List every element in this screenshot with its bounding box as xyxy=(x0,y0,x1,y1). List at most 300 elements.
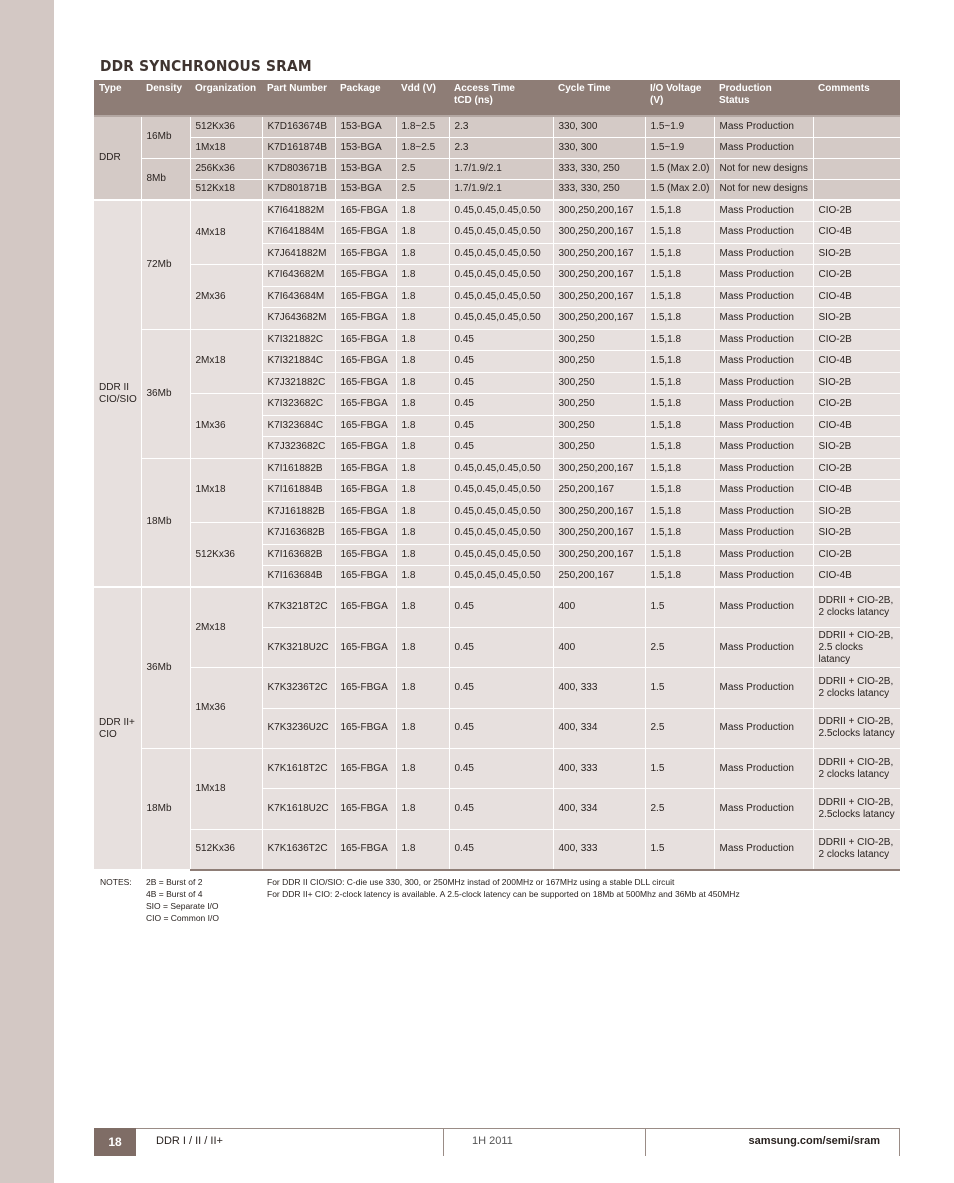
cell-part: K7K1636T2C xyxy=(262,829,335,869)
cell-io: 1.5,1.8 xyxy=(645,243,714,265)
cell-part: K7K3236T2C xyxy=(262,668,335,708)
cell-pkg: 165-FBGA xyxy=(335,351,396,373)
table-row xyxy=(94,329,900,351)
cell-comments: CIO-2B xyxy=(813,394,900,416)
cell-pkg: 153-BGA xyxy=(335,116,396,137)
cell-part: K7J161882B xyxy=(262,501,335,523)
cell-status: Not for new designs xyxy=(714,179,813,200)
cell-vdd: 1.8 xyxy=(396,372,449,394)
column-header-type: Type xyxy=(94,80,141,116)
cell-cycle: 300,250,200,167 xyxy=(553,501,645,523)
cell-status: Mass Production xyxy=(714,415,813,437)
cell-pkg: 165-FBGA xyxy=(335,544,396,566)
cell-comments: CIO-4B xyxy=(813,351,900,373)
cell-access: 0.45 xyxy=(449,329,553,351)
cell-access: 0.45 xyxy=(449,668,553,708)
cell-cycle: 300,250 xyxy=(553,394,645,416)
cell-access: 0.45 xyxy=(449,415,553,437)
cell-io: 2.5 xyxy=(645,789,714,829)
cell-density: 36Mb xyxy=(141,329,190,458)
cell-access: 0.45 xyxy=(449,627,553,667)
footer xyxy=(94,1128,900,1156)
cell-access: 0.45,0.45,0.45,0.50 xyxy=(449,265,553,287)
cell-access: 0.45,0.45,0.45,0.50 xyxy=(449,566,553,588)
cell-access: 0.45,0.45,0.45,0.50 xyxy=(449,480,553,502)
cell-io: 1.5,1.8 xyxy=(645,265,714,287)
cell-vdd: 1.8 xyxy=(396,829,449,869)
cell-vdd: 1.8 xyxy=(396,329,449,351)
cell-org: 1Mx36 xyxy=(190,394,262,459)
cell-vdd: 1.8 xyxy=(396,544,449,566)
cell-io: 1.5,1.8 xyxy=(645,329,714,351)
cell-cycle: 300,250,200,167 xyxy=(553,458,645,480)
cell-part: K7J643682M xyxy=(262,308,335,330)
cell-status: Mass Production xyxy=(714,222,813,244)
cell-vdd: 1.8 xyxy=(396,437,449,459)
cell-pkg: 165-FBGA xyxy=(335,523,396,545)
cell-cycle: 300,250,200,167 xyxy=(553,544,645,566)
side-band xyxy=(0,0,54,1183)
footer-url[interactable]: samsung.com/semi/sram xyxy=(748,1135,880,1147)
cell-pkg: 165-FBGA xyxy=(335,308,396,330)
cell-cycle: 300,250,200,167 xyxy=(553,308,645,330)
cell-org: 4Mx18 xyxy=(190,200,262,265)
cell-io: 1.5 xyxy=(645,668,714,708)
table-row xyxy=(94,137,900,158)
cell-access: 0.45 xyxy=(449,394,553,416)
cell-io: 2.5 xyxy=(645,708,714,748)
cell-cycle: 250,200,167 xyxy=(553,480,645,502)
cell-part: K7D801871B xyxy=(262,179,335,200)
cell-access: 2.3 xyxy=(449,137,553,158)
cell-pkg: 165-FBGA xyxy=(335,587,396,627)
cell-status: Not for new designs xyxy=(714,158,813,179)
cell-cycle: 300,250 xyxy=(553,351,645,373)
cell-access: 0.45 xyxy=(449,437,553,459)
cell-io: 1.5 (Max 2.0) xyxy=(645,179,714,200)
cell-cycle: 300,250,200,167 xyxy=(553,265,645,287)
cell-status: Mass Production xyxy=(714,668,813,708)
cell-status: Mass Production xyxy=(714,137,813,158)
note-abbr: SIO = Separate I/O xyxy=(146,901,219,911)
cell-vdd: 1.8 xyxy=(396,265,449,287)
cell-org: 512Kx36 xyxy=(190,523,262,588)
footer-divider xyxy=(443,1128,444,1156)
cell-cycle: 300,250,200,167 xyxy=(553,286,645,308)
cell-part: K7I321884C xyxy=(262,351,335,373)
cell-status: Mass Production xyxy=(714,501,813,523)
cell-comments: DDRII + CIO-2B, 2 clocks latancy xyxy=(813,668,900,708)
cell-type: DDR II+ CIO xyxy=(94,587,141,870)
cell-cycle: 330, 300 xyxy=(553,137,645,158)
column-header-vdd: Vdd (V) xyxy=(396,80,449,116)
cell-status: Mass Production xyxy=(714,329,813,351)
cell-access: 0.45,0.45,0.45,0.50 xyxy=(449,523,553,545)
cell-access: 0.45,0.45,0.45,0.50 xyxy=(449,286,553,308)
cell-vdd: 1.8 xyxy=(396,523,449,545)
cell-density: 16Mb xyxy=(141,116,190,158)
table-body xyxy=(94,116,900,870)
cell-comments: SIO-2B xyxy=(813,243,900,265)
cell-cycle: 300,250,200,167 xyxy=(553,243,645,265)
cell-part: K7I163684B xyxy=(262,566,335,588)
note-remark: For DDR II+ CIO: 2-clock latency is available. A 2.5-clock latency can be supported on 18Mb at 500Mhz and 36Mb at 450MHz xyxy=(267,889,740,899)
cell-part: K7I163682B xyxy=(262,544,335,566)
cell-status: Mass Production xyxy=(714,523,813,545)
cell-pkg: 153-BGA xyxy=(335,179,396,200)
cell-org: 1Mx18 xyxy=(190,458,262,523)
cell-cycle: 400, 334 xyxy=(553,789,645,829)
cell-comments: SIO-2B xyxy=(813,308,900,330)
cell-comments: DDRII + CIO-2B, 2 clocks latancy xyxy=(813,587,900,627)
cell-comments: CIO-4B xyxy=(813,415,900,437)
cell-status: Mass Production xyxy=(714,627,813,667)
cell-part: K7K3218U2C xyxy=(262,627,335,667)
cell-access: 0.45,0.45,0.45,0.50 xyxy=(449,222,553,244)
cell-vdd: 1.8 xyxy=(396,243,449,265)
cell-cycle: 300,250 xyxy=(553,329,645,351)
table-row xyxy=(94,829,900,869)
footer-date: 1H 2011 xyxy=(472,1135,513,1147)
cell-status: Mass Production xyxy=(714,116,813,137)
cell-access: 0.45,0.45,0.45,0.50 xyxy=(449,243,553,265)
cell-cycle: 330, 300 xyxy=(553,116,645,137)
cell-io: 1.5,1.8 xyxy=(645,458,714,480)
page-title: DDR SYNCHRONOUS SRAM xyxy=(100,57,312,75)
column-header-org: Organization xyxy=(190,80,262,116)
cell-status: Mass Production xyxy=(714,308,813,330)
cell-status: Mass Production xyxy=(714,372,813,394)
cell-part: K7I643682M xyxy=(262,265,335,287)
cell-comments: SIO-2B xyxy=(813,437,900,459)
cell-io: 1.5,1.8 xyxy=(645,286,714,308)
cell-comments: CIO-4B xyxy=(813,566,900,588)
cell-vdd: 1.8~2.5 xyxy=(396,137,449,158)
cell-pkg: 165-FBGA xyxy=(335,566,396,588)
cell-cycle: 400 xyxy=(553,627,645,667)
table-row xyxy=(94,116,900,137)
cell-type: DDR xyxy=(94,116,141,200)
cell-status: Mass Production xyxy=(714,394,813,416)
cell-status: Mass Production xyxy=(714,286,813,308)
cell-part: K7I323684C xyxy=(262,415,335,437)
cell-cycle: 250,200,167 xyxy=(553,566,645,588)
cell-access: 2.3 xyxy=(449,116,553,137)
cell-access: 0.45,0.45,0.45,0.50 xyxy=(449,544,553,566)
cell-vdd: 1.8 xyxy=(396,708,449,748)
cell-status: Mass Production xyxy=(714,458,813,480)
cell-density: 18Mb xyxy=(141,749,190,870)
cell-io: 1.5,1.8 xyxy=(645,200,714,222)
table-row xyxy=(94,668,900,708)
table-row xyxy=(94,179,900,200)
cell-io: 1.5 xyxy=(645,829,714,869)
cell-cycle: 300,250,200,167 xyxy=(553,523,645,545)
cell-vdd: 1.8 xyxy=(396,587,449,627)
column-header-io: I/O Voltage (V) xyxy=(645,80,714,116)
cell-vdd: 1.8 xyxy=(396,501,449,523)
cell-pkg: 165-FBGA xyxy=(335,668,396,708)
cell-comments: CIO-2B xyxy=(813,544,900,566)
cell-pkg: 165-FBGA xyxy=(335,458,396,480)
cell-io: 1.5~1.9 xyxy=(645,116,714,137)
cell-cycle: 300,250,200,167 xyxy=(553,200,645,222)
cell-status: Mass Production xyxy=(714,200,813,222)
cell-comments: DDRII + CIO-2B, 2.5clocks latancy xyxy=(813,708,900,748)
cell-vdd: 1.8 xyxy=(396,308,449,330)
cell-vdd: 1.8 xyxy=(396,789,449,829)
cell-cycle: 400 xyxy=(553,587,645,627)
cell-status: Mass Production xyxy=(714,829,813,869)
cell-pkg: 165-FBGA xyxy=(335,708,396,748)
cell-vdd: 1.8 xyxy=(396,668,449,708)
cell-pkg: 165-FBGA xyxy=(335,243,396,265)
cell-access: 0.45 xyxy=(449,829,553,869)
cell-comments: SIO-2B xyxy=(813,501,900,523)
cell-part: K7I161882B xyxy=(262,458,335,480)
cell-vdd: 1.8 xyxy=(396,351,449,373)
column-header-pkg: Package xyxy=(335,80,396,116)
cell-cycle: 400, 334 xyxy=(553,708,645,748)
cell-pkg: 165-FBGA xyxy=(335,627,396,667)
cell-io: 1.5 (Max 2.0) xyxy=(645,158,714,179)
cell-status: Mass Production xyxy=(714,587,813,627)
cell-org: 2Mx18 xyxy=(190,587,262,668)
cell-status: Mass Production xyxy=(714,437,813,459)
table-row xyxy=(94,523,900,545)
notes-label: NOTES: xyxy=(100,877,132,887)
cell-vdd: 1.8 xyxy=(396,458,449,480)
cell-io: 1.5,1.8 xyxy=(645,566,714,588)
cell-org: 2Mx36 xyxy=(190,265,262,330)
table-row xyxy=(94,458,900,480)
cell-comments: CIO-2B xyxy=(813,265,900,287)
note-abbr: CIO = Common I/O xyxy=(146,913,219,923)
cell-access: 0.45 xyxy=(449,351,553,373)
cell-pkg: 165-FBGA xyxy=(335,829,396,869)
cell-org: 256Kx36 xyxy=(190,158,262,179)
column-header-cycle: Cycle Time xyxy=(553,80,645,116)
cell-comments xyxy=(813,179,900,200)
cell-org: 512Kx18 xyxy=(190,179,262,200)
cell-part: K7K3236U2C xyxy=(262,708,335,748)
cell-pkg: 165-FBGA xyxy=(335,501,396,523)
cell-pkg: 165-FBGA xyxy=(335,286,396,308)
cell-vdd: 1.8~2.5 xyxy=(396,116,449,137)
cell-cycle: 300,250 xyxy=(553,437,645,459)
cell-io: 1.5,1.8 xyxy=(645,308,714,330)
notes-abbreviations xyxy=(146,876,219,924)
cell-comments: DDRII + CIO-2B, 2 clocks latancy xyxy=(813,829,900,869)
column-header-status: Production Status xyxy=(714,80,813,116)
cell-comments: CIO-2B xyxy=(813,458,900,480)
cell-io: 1.5,1.8 xyxy=(645,394,714,416)
cell-pkg: 165-FBGA xyxy=(335,200,396,222)
table-row xyxy=(94,394,900,416)
cell-part: K7I323682C xyxy=(262,394,335,416)
cell-vdd: 1.8 xyxy=(396,286,449,308)
cell-cycle: 333, 330, 250 xyxy=(553,158,645,179)
footer-section: DDR I / II / II+ xyxy=(156,1135,223,1147)
cell-access: 0.45 xyxy=(449,372,553,394)
cell-pkg: 165-FBGA xyxy=(335,265,396,287)
cell-status: Mass Production xyxy=(714,351,813,373)
column-header-access: Access Time tCD (ns) xyxy=(449,80,553,116)
cell-vdd: 1.8 xyxy=(396,749,449,789)
table-row xyxy=(94,265,900,287)
cell-density: 72Mb xyxy=(141,200,190,329)
cell-vdd: 1.8 xyxy=(396,415,449,437)
cell-pkg: 165-FBGA xyxy=(335,329,396,351)
cell-part: K7K1618T2C xyxy=(262,749,335,789)
column-header-comments: Comments xyxy=(813,80,900,116)
cell-comments xyxy=(813,116,900,137)
cell-part: K7J321882C xyxy=(262,372,335,394)
header-row xyxy=(94,80,900,116)
note-abbr: 4B = Burst of 4 xyxy=(146,889,203,899)
cell-pkg: 165-FBGA xyxy=(335,394,396,416)
cell-part: K7K3218T2C xyxy=(262,587,335,627)
cell-part: K7I641882M xyxy=(262,200,335,222)
cell-part: K7I643684M xyxy=(262,286,335,308)
cell-pkg: 165-FBGA xyxy=(335,480,396,502)
cell-comments xyxy=(813,158,900,179)
cell-org: 1Mx36 xyxy=(190,668,262,749)
cell-part: K7J163682B xyxy=(262,523,335,545)
cell-access: 0.45 xyxy=(449,749,553,789)
cell-status: Mass Production xyxy=(714,566,813,588)
cell-comments: CIO-2B xyxy=(813,200,900,222)
cell-status: Mass Production xyxy=(714,544,813,566)
cell-pkg: 153-BGA xyxy=(335,158,396,179)
cell-comments: CIO-4B xyxy=(813,286,900,308)
table-row xyxy=(94,749,900,789)
cell-comments: DDRII + CIO-2B, 2.5 clocks latancy xyxy=(813,627,900,667)
table-row xyxy=(94,587,900,627)
cell-part: K7I321882C xyxy=(262,329,335,351)
cell-comments: SIO-2B xyxy=(813,523,900,545)
cell-org: 2Mx18 xyxy=(190,329,262,394)
cell-cycle: 300,250,200,167 xyxy=(553,222,645,244)
cell-io: 2.5 xyxy=(645,627,714,667)
cell-density: 18Mb xyxy=(141,458,190,587)
cell-pkg: 165-FBGA xyxy=(335,372,396,394)
cell-org: 1Mx18 xyxy=(190,749,262,830)
cell-part: K7I641884M xyxy=(262,222,335,244)
cell-io: 1.5,1.8 xyxy=(645,372,714,394)
table-row xyxy=(94,158,900,179)
cell-cycle: 333, 330, 250 xyxy=(553,179,645,200)
cell-comments xyxy=(813,137,900,158)
cell-vdd: 1.8 xyxy=(396,480,449,502)
cell-org: 512Kx36 xyxy=(190,829,262,869)
cell-status: Mass Production xyxy=(714,708,813,748)
cell-comments: SIO-2B xyxy=(813,372,900,394)
cell-cycle: 300,250 xyxy=(553,415,645,437)
cell-status: Mass Production xyxy=(714,265,813,287)
cell-access: 0.45,0.45,0.45,0.50 xyxy=(449,501,553,523)
cell-status: Mass Production xyxy=(714,789,813,829)
cell-cycle: 400, 333 xyxy=(553,668,645,708)
cell-io: 1.5,1.8 xyxy=(645,351,714,373)
cell-access: 1.7/1.9/2.1 xyxy=(449,158,553,179)
table-row xyxy=(94,200,900,222)
cell-access: 0.45,0.45,0.45,0.50 xyxy=(449,458,553,480)
cell-part: K7J641882M xyxy=(262,243,335,265)
footer-rule xyxy=(136,1128,900,1129)
cell-cycle: 400, 333 xyxy=(553,749,645,789)
cell-io: 1.5 xyxy=(645,587,714,627)
sram-product-table xyxy=(94,80,900,871)
cell-io: 1.5,1.8 xyxy=(645,222,714,244)
cell-part: K7D803671B xyxy=(262,158,335,179)
cell-pkg: 165-FBGA xyxy=(335,222,396,244)
cell-part: K7D161874B xyxy=(262,137,335,158)
cell-pkg: 153-BGA xyxy=(335,137,396,158)
cell-part: K7K1618U2C xyxy=(262,789,335,829)
cell-io: 1.5,1.8 xyxy=(645,437,714,459)
cell-io: 1.5,1.8 xyxy=(645,480,714,502)
cell-org: 1Mx18 xyxy=(190,137,262,158)
footer-divider xyxy=(899,1128,900,1156)
cell-type: DDR II CIO/SIO xyxy=(94,200,141,587)
cell-comments: DDRII + CIO-2B, 2.5clocks latancy xyxy=(813,789,900,829)
cell-pkg: 165-FBGA xyxy=(335,437,396,459)
cell-cycle: 300,250 xyxy=(553,372,645,394)
cell-vdd: 1.8 xyxy=(396,394,449,416)
cell-cycle: 400, 333 xyxy=(553,829,645,869)
cell-pkg: 165-FBGA xyxy=(335,415,396,437)
cell-access: 0.45 xyxy=(449,587,553,627)
page-number: 18 xyxy=(94,1128,136,1156)
cell-vdd: 1.8 xyxy=(396,566,449,588)
cell-part: K7J323682C xyxy=(262,437,335,459)
cell-access: 0.45 xyxy=(449,708,553,748)
footer-divider xyxy=(645,1128,646,1156)
cell-status: Mass Production xyxy=(714,480,813,502)
column-header-density: Density xyxy=(141,80,190,116)
cell-access: 0.45,0.45,0.45,0.50 xyxy=(449,200,553,222)
cell-access: 0.45,0.45,0.45,0.50 xyxy=(449,308,553,330)
cell-io: 1.5,1.8 xyxy=(645,415,714,437)
cell-vdd: 2.5 xyxy=(396,158,449,179)
notes-remarks xyxy=(267,876,740,900)
cell-vdd: 1.8 xyxy=(396,222,449,244)
cell-status: Mass Production xyxy=(714,749,813,789)
cell-comments: CIO-2B xyxy=(813,329,900,351)
cell-vdd: 2.5 xyxy=(396,179,449,200)
cell-pkg: 165-FBGA xyxy=(335,789,396,829)
note-abbr: 2B = Burst of 2 xyxy=(146,877,203,887)
cell-io: 1.5,1.8 xyxy=(645,523,714,545)
column-header-part: Part Number xyxy=(262,80,335,116)
cell-org: 512Kx36 xyxy=(190,116,262,137)
note-remark: For DDR II CIO/SIO: C-die use 330, 300, or 250MHz instad of 200MHz or 167MHz using a stable DLL circuit xyxy=(267,877,675,887)
cell-comments: DDRII + CIO-2B, 2 clocks latancy xyxy=(813,749,900,789)
cell-density: 8Mb xyxy=(141,158,190,200)
cell-vdd: 1.8 xyxy=(396,627,449,667)
cell-access: 0.45 xyxy=(449,789,553,829)
cell-part: K7D163674B xyxy=(262,116,335,137)
cell-status: Mass Production xyxy=(714,243,813,265)
cell-pkg: 165-FBGA xyxy=(335,749,396,789)
cell-part: K7I161884B xyxy=(262,480,335,502)
table-header xyxy=(94,80,900,116)
cell-io: 1.5,1.8 xyxy=(645,544,714,566)
cell-access: 1.7/1.9/2.1 xyxy=(449,179,553,200)
cell-comments: CIO-4B xyxy=(813,480,900,502)
cell-vdd: 1.8 xyxy=(396,200,449,222)
